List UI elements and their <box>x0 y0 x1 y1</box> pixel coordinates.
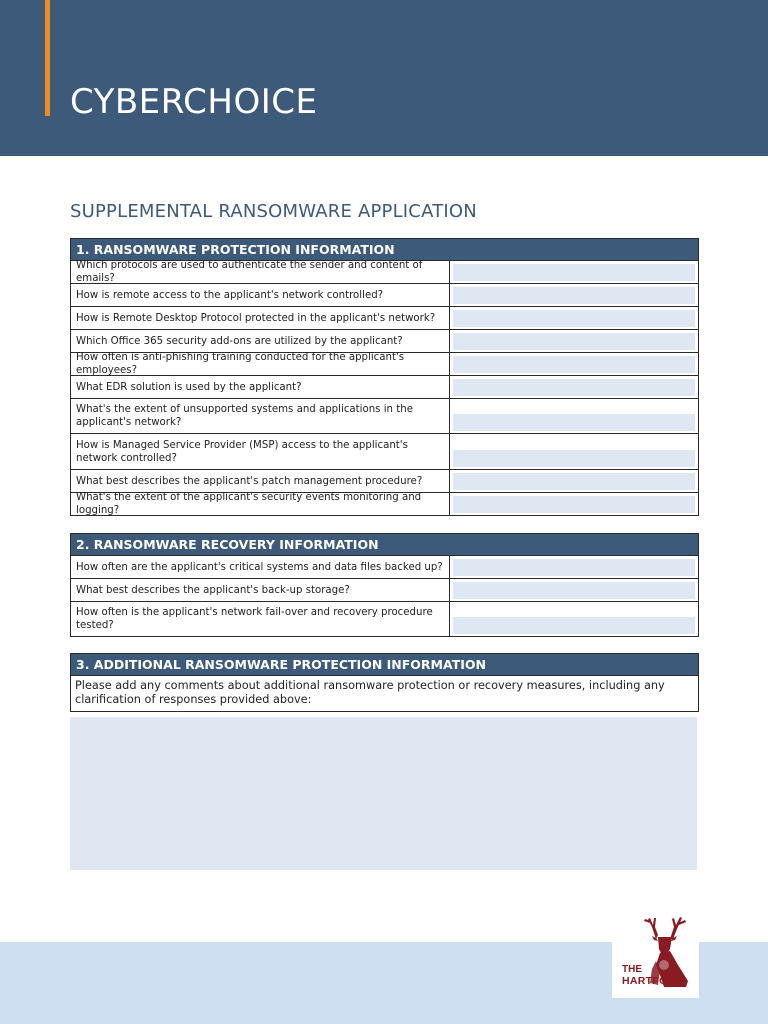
logo-text-the: THE <box>622 964 642 975</box>
section-additional-info <box>70 653 699 712</box>
answer-field[interactable] <box>453 379 695 396</box>
question-row <box>71 306 698 329</box>
answer-field[interactable] <box>453 450 695 467</box>
question-row <box>71 433 698 469</box>
question-label: What's the extent of the applicant's security events monitoring and logging? <box>71 493 450 515</box>
logo-text-hartford: HARTFORD <box>622 975 684 987</box>
question-label: What best describes the applicant's patch management procedure? <box>71 470 450 492</box>
question-label: What EDR solution is used by the applicant? <box>71 376 450 398</box>
header-accent-bar <box>45 0 50 116</box>
question-label: Which protocols are used to authenticate the sender and content of emails? <box>71 261 450 283</box>
hartford-logo <box>612 909 699 998</box>
page-header <box>0 0 768 156</box>
question-label: What best describes the applicant's back-up storage? <box>71 579 450 601</box>
question-row <box>71 329 698 352</box>
question-row <box>71 555 698 578</box>
section-heading: 1. RANSOMWARE PROTECTION INFORMATION <box>71 239 698 260</box>
comments-prompt: Please add any comments about additional ransomware protection or recovery measures, including any clarification of responses provided above: <box>71 675 698 711</box>
answer-field[interactable] <box>453 473 695 490</box>
section-heading: 3. ADDITIONAL RANSOMWARE PROTECTION INFORMATION <box>71 654 698 675</box>
answer-field[interactable] <box>453 264 695 281</box>
document-title: SUPPLEMENTAL RANSOMWARE APPLICATION <box>70 201 477 222</box>
answer-field[interactable] <box>453 496 695 513</box>
question-row <box>71 578 698 601</box>
question-row <box>71 398 698 433</box>
question-row <box>71 492 698 515</box>
question-label: How is Remote Desktop Protocol protected in the applicant's network? <box>71 307 450 329</box>
section-heading: 2. RANSOMWARE RECOVERY INFORMATION <box>71 534 698 555</box>
answer-field[interactable] <box>453 356 695 373</box>
question-row <box>71 375 698 398</box>
question-row <box>71 260 698 283</box>
question-label: What's the extent of unsupported systems and applications in the applicant's network? <box>71 399 450 433</box>
question-label: How is remote access to the applicant's network controlled? <box>71 284 450 306</box>
answer-field[interactable] <box>453 333 695 350</box>
section-protection-info <box>70 238 699 516</box>
question-label: Which Office 365 security add-ons are utilized by the applicant? <box>71 330 450 352</box>
section-recovery-info <box>70 533 699 637</box>
answer-field[interactable] <box>453 559 695 576</box>
answer-field[interactable] <box>453 617 695 634</box>
question-label: How often is the applicant's network fail-over and recovery procedure tested? <box>71 602 450 636</box>
comments-textarea[interactable] <box>70 717 697 870</box>
answer-field[interactable] <box>453 287 695 304</box>
question-row <box>71 283 698 306</box>
question-row <box>71 469 698 492</box>
question-label: How often is anti-phishing training conducted for the applicant's employees? <box>71 353 450 375</box>
question-label: How often are the applicant's critical systems and data files backed up? <box>71 556 450 578</box>
answer-field[interactable] <box>453 582 695 599</box>
brand-title: CYBERCHOICE <box>70 82 318 122</box>
answer-field[interactable] <box>453 414 695 431</box>
answer-field[interactable] <box>453 310 695 327</box>
question-row <box>71 352 698 375</box>
question-label: How is Managed Service Provider (MSP) access to the applicant's network controlled? <box>71 434 450 469</box>
question-row <box>71 601 698 636</box>
